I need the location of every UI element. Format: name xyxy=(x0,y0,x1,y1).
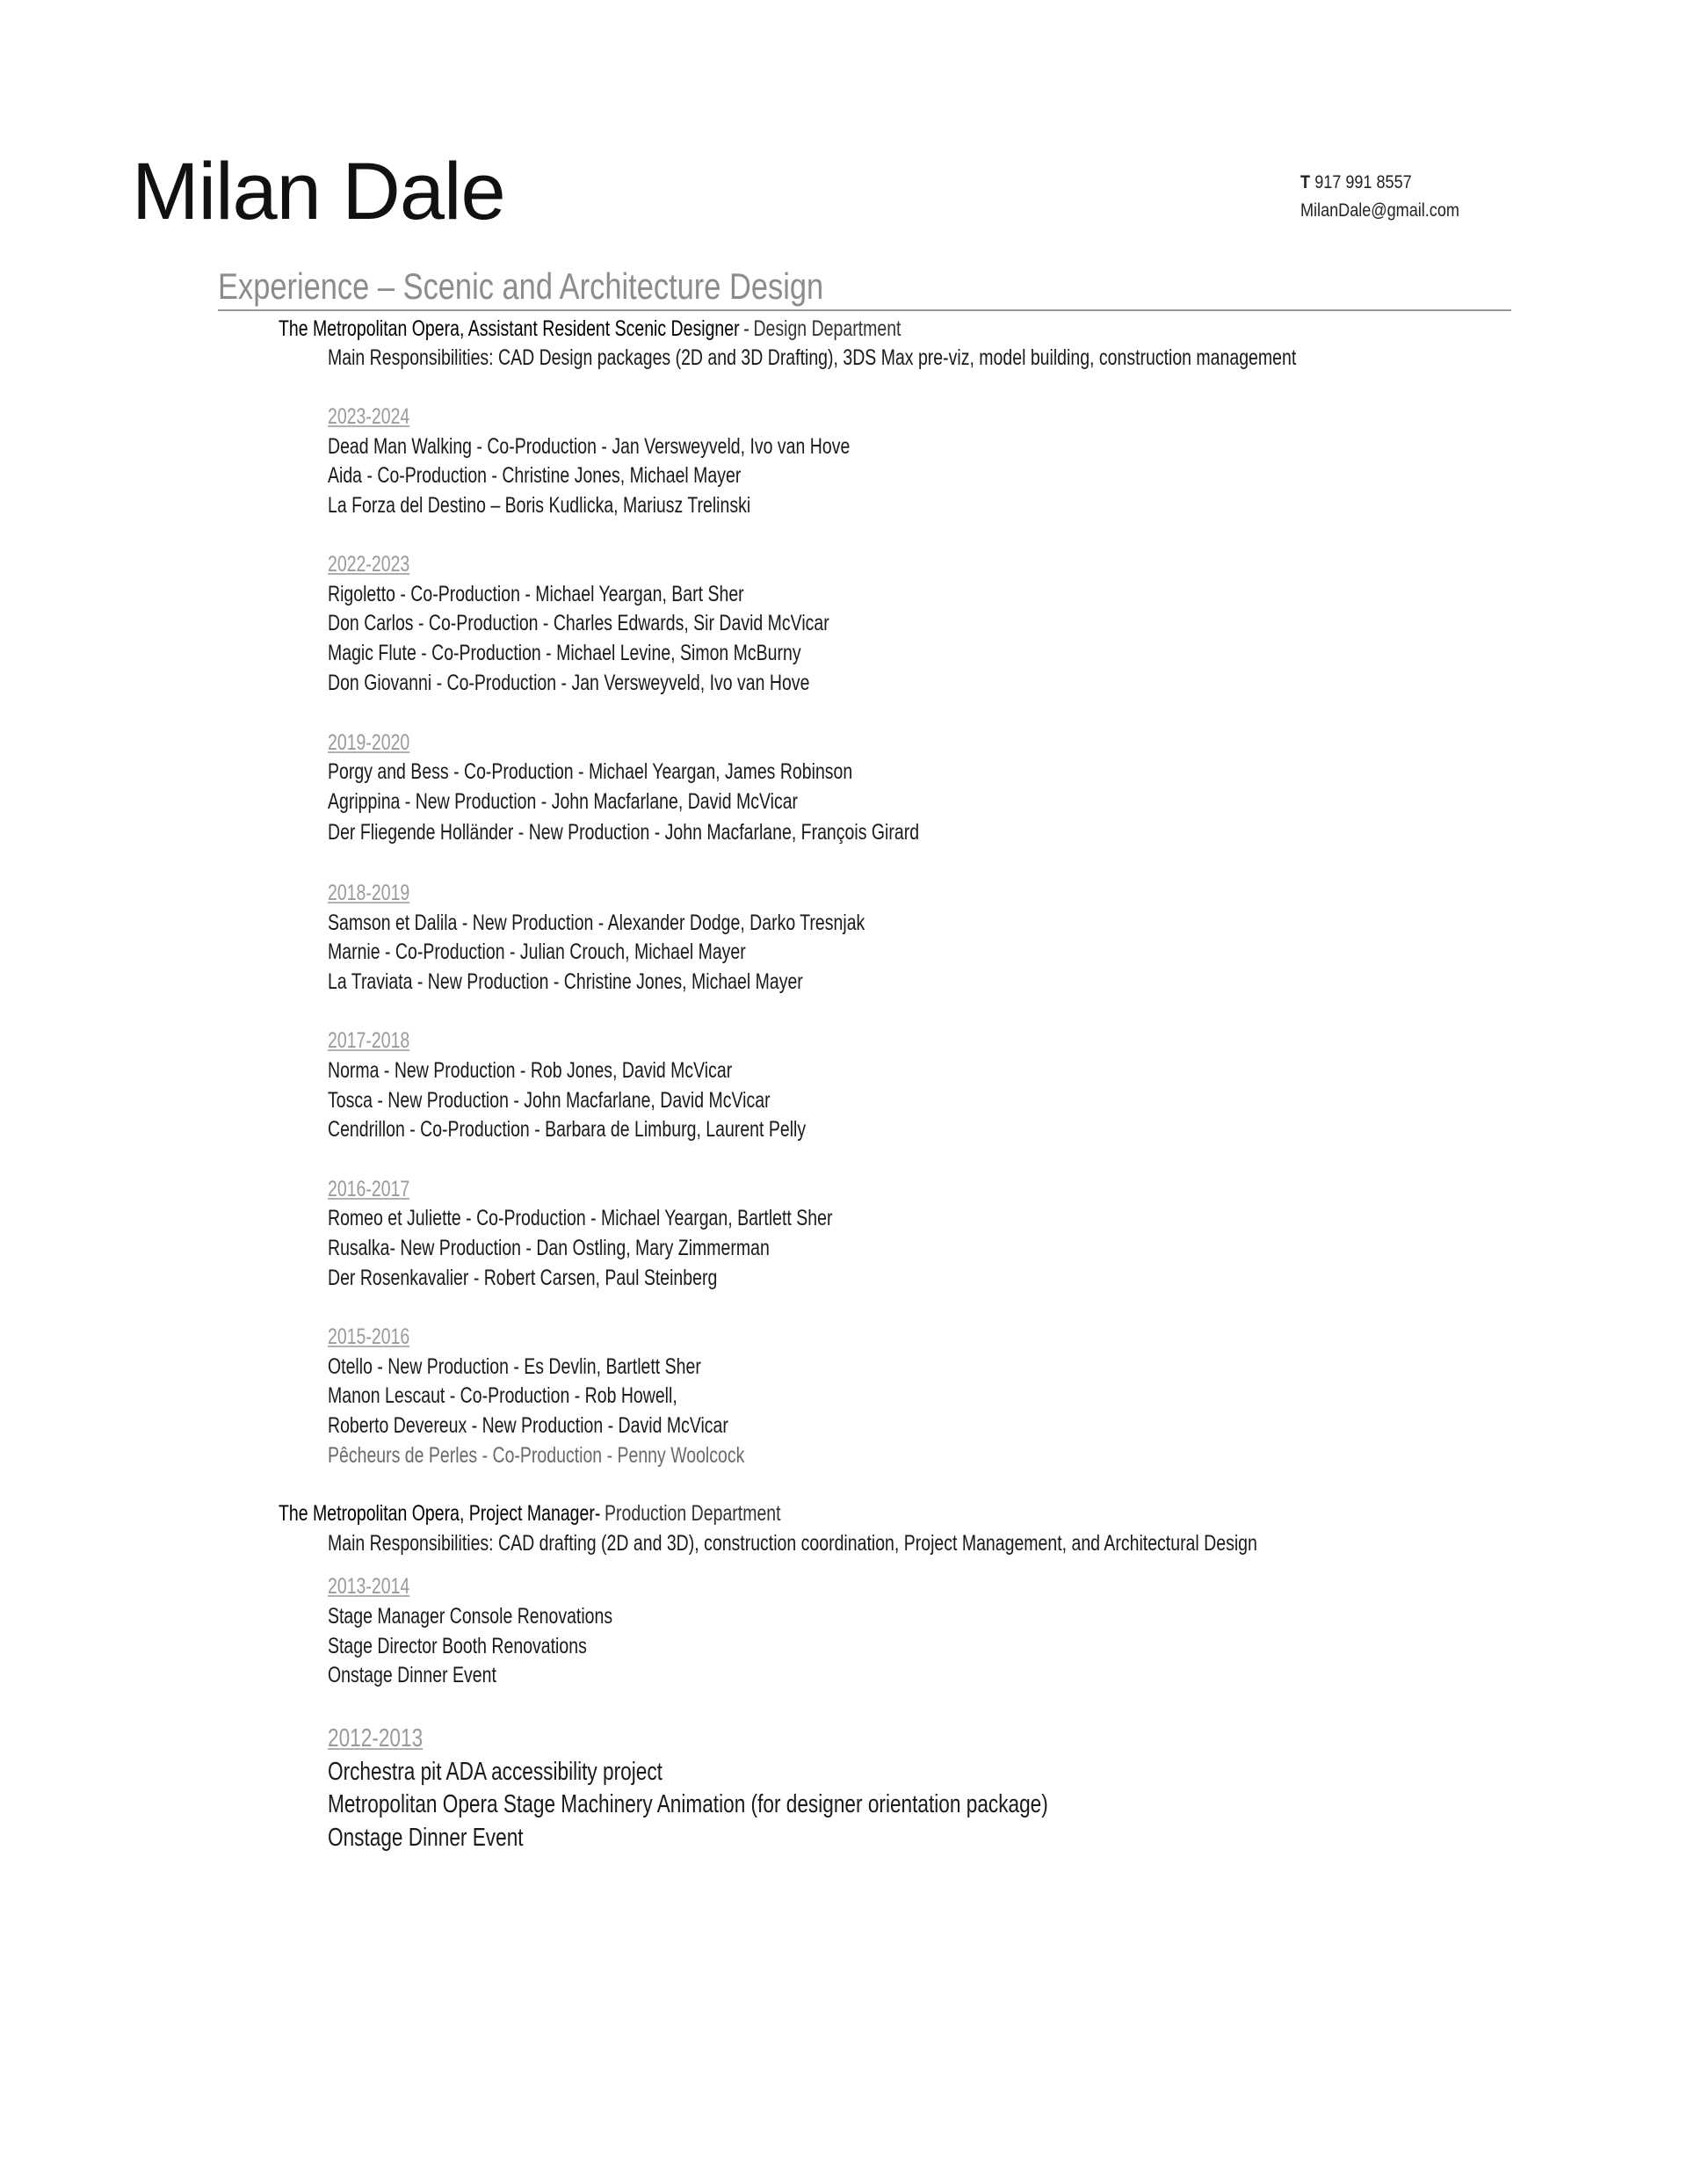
production-item: Roberto Devereux - New Production - David McVicar xyxy=(328,1413,728,1438)
production-item: Marnie - Co-Production - Julian Crouch, Michael Mayer xyxy=(328,940,746,964)
season-year: 2015-2016 xyxy=(328,1324,410,1349)
production-item: Manon Lescaut - Co-Production - Rob Howell, xyxy=(328,1383,677,1408)
production-item: Tosca - New Production - John Macfarlane, David McVicar xyxy=(328,1088,771,1113)
job-title-line xyxy=(279,315,901,343)
production-item: Metropolitan Opera Stage Machinery Animation (for designer orientation package) xyxy=(328,1790,1048,1818)
production-item: Porgy and Bess - Co-Production - Michael Yeargan, James Robinson xyxy=(328,759,853,784)
season-year: 2018-2019 xyxy=(328,881,410,905)
production-item: Aida - Co-Production - Christine Jones, Michael Mayer xyxy=(328,463,742,488)
production-item: Don Giovanni - Co-Production - Jan Versweyveld, Ivo van Hove xyxy=(328,671,810,695)
season-year: 2012-2013 xyxy=(328,1724,424,1752)
employer-title: The Metropolitan Opera, Project Manager- xyxy=(279,1501,601,1526)
production-item: Cendrillon - Co-Production - Barbara de Limburg, Laurent Pelly xyxy=(328,1117,807,1142)
season-year: 2019-2020 xyxy=(328,730,410,755)
production-item: Rigoletto - Co-Production - Michael Yeargan, Bart Sher xyxy=(328,582,744,606)
production-item: Pêcheurs de Perles - Co-Production - Penny Woolcock xyxy=(328,1443,745,1468)
production-item: La Traviata - New Production - Christine Jones, Michael Mayer xyxy=(328,969,803,994)
section-header xyxy=(218,264,1511,311)
production-item: Dead Man Walking - Co-Production - Jan Versweyveld, Ivo van Hove xyxy=(328,434,851,459)
department: Production Department xyxy=(605,1501,781,1526)
production-item: Rusalka- New Production - Dan Ostling, Mary Zimmerman xyxy=(328,1236,770,1260)
production-item: Der Rosenkavalier - Robert Carsen, Paul Steinberg xyxy=(328,1266,718,1290)
season-year: 2023-2024 xyxy=(328,404,410,429)
production-item: Stage Director Booth Renovations xyxy=(328,1634,587,1658)
phone-label: T xyxy=(1300,172,1311,192)
production-item: Der Fliegende Holländer - New Production - John Macfarlane, François Girard xyxy=(328,820,920,845)
title-separator: - xyxy=(743,316,749,341)
production-item: Agrippina - New Production - John Macfarlane, David McVicar xyxy=(328,789,799,814)
candidate-name: Milan Dale xyxy=(132,147,505,236)
production-item: La Forza del Destino – Boris Kudlicka, Mariusz Trelinski xyxy=(328,493,751,518)
responsibilities: Main Responsibilities: CAD Design packages (2D and 3D Drafting), 3DS Max pre-viz, model building, construction management xyxy=(328,345,1297,370)
production-item: Magic Flute - Co-Production - Michael Levine, Simon McBurny xyxy=(328,641,801,665)
production-item: Otello - New Production - Es Devlin, Bartlett Sher xyxy=(328,1354,701,1379)
section-title: Experience – Scenic and Architecture Design xyxy=(218,265,824,307)
production-item: Don Carlos - Co-Production - Charles Edwards, Sir David McVicar xyxy=(328,611,829,635)
production-item: Onstage Dinner Event xyxy=(328,1824,524,1852)
phone-line xyxy=(1300,169,1459,197)
phone-number[interactable]: 917 991 8557 xyxy=(1314,172,1412,192)
production-item: Onstage Dinner Event xyxy=(328,1663,496,1687)
season-year: 2017-2018 xyxy=(328,1028,410,1053)
contact-block xyxy=(1300,169,1459,225)
responsibilities: Main Responsibilities: CAD drafting (2D and 3D), construction coordination, Project Management, and Architectural Design xyxy=(328,1531,1257,1556)
email-address[interactable]: MilanDale@gmail.com xyxy=(1300,200,1459,221)
season-year: 2016-2017 xyxy=(328,1177,410,1201)
production-item: Stage Manager Console Renovations xyxy=(328,1604,613,1629)
employer-title: The Metropolitan Opera, Assistant Resident Scenic Designer xyxy=(279,316,740,341)
season-year: 2022-2023 xyxy=(328,552,410,577)
job-title-line xyxy=(279,1499,781,1527)
production-item: Romeo et Juliette - Co-Production - Michael Yeargan, Bartlett Sher xyxy=(328,1206,833,1230)
production-item: Samson et Dalila - New Production - Alexander Dodge, Darko Tresnjak xyxy=(328,911,865,935)
department: Design Department xyxy=(753,316,901,341)
season-year: 2013-2014 xyxy=(328,1574,410,1599)
production-item: Norma - New Production - Rob Jones, David McVicar xyxy=(328,1058,733,1083)
production-item: Orchestra pit ADA accessibility project xyxy=(328,1758,662,1786)
